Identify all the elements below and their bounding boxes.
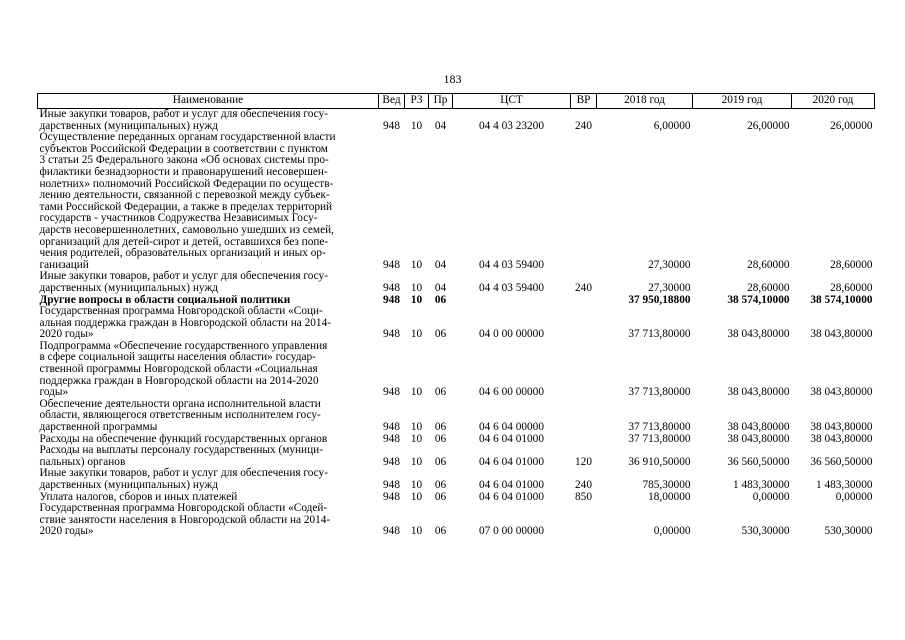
ved-cell: 948: [383, 386, 400, 399]
item-name-line: субъектов Российской Федерации в соответствии с пунктом: [39, 142, 328, 155]
item-name-line: тами Российской Федерации, а также в пределах территорий: [39, 200, 333, 213]
item-name-line: области, являющегося ответственным исполнителем госу-: [39, 409, 321, 422]
table-row: [38, 271, 875, 294]
rz-cell: 10: [410, 525, 423, 538]
rz-cell: 10: [410, 479, 423, 491]
column-header-2018: 2018 год: [597, 94, 693, 109]
item-name-line: Иные закупки товаров, работ и услуг для обеспечения госу-: [39, 270, 328, 283]
amount-2018-cell: 37 713,80000: [628, 328, 691, 341]
item-name-cell: [38, 468, 379, 491]
item-name-line: ствие занятости населения в Новгородской области на 2014-: [39, 513, 331, 526]
vr-cell: [571, 341, 597, 399]
rz-cell: 10: [410, 386, 423, 399]
pr-cell: 06: [434, 421, 447, 434]
table-row: [38, 503, 875, 538]
item-name-cell: [38, 132, 379, 271]
amount-2019-cell: 38 043,80000: [727, 328, 790, 341]
table-row: [38, 468, 875, 491]
amount-2020-cell: 28,60000: [830, 258, 873, 271]
amount-2019-cell: 38 574,10000: [727, 293, 790, 306]
pr-cell: 06: [434, 479, 447, 491]
cst-cell: 07 0 00 00000: [479, 525, 544, 538]
table-row: [38, 399, 875, 434]
pr-cell: 06: [434, 525, 447, 538]
amount-2020-cell: 38 043,80000: [810, 328, 873, 341]
ved-cell: 948: [383, 281, 400, 294]
amount-2020-cell: 0,00000: [835, 490, 873, 503]
vr-cell: [571, 306, 597, 341]
pr-cell: 04: [434, 281, 447, 294]
amount-2020-cell: 26,00000: [830, 119, 873, 132]
rz-cell: 10: [410, 281, 423, 294]
amount-2019-cell: 26,00000: [747, 119, 790, 132]
pr-cell: 06: [434, 432, 447, 445]
amount-2018-cell: 6,00000: [653, 119, 691, 132]
cst-cell: 04 6 04 01000: [479, 490, 544, 503]
table-row: [38, 341, 875, 399]
pr-cell: 04: [434, 119, 447, 132]
ved-cell: 948: [383, 455, 400, 468]
amount-2018-cell: 36 910,50000: [628, 455, 691, 468]
amount-2019-cell: 28,60000: [747, 281, 790, 294]
pr-cell: 04: [434, 258, 447, 271]
rz-cell: 10: [410, 328, 423, 341]
amount-2020-cell: 38 574,10000: [810, 293, 873, 306]
amount-2018-cell: 37 950,18800: [628, 293, 691, 306]
column-header-pr: Пр: [429, 94, 453, 109]
item-name-line: Иные закупки товаров, работ и услуг для обеспечения госу-: [39, 467, 328, 480]
amount-2018-cell: 0,00000: [653, 525, 691, 538]
amount-2018-cell: 27,30000: [648, 281, 691, 294]
ved-cell: 948: [383, 119, 400, 132]
item-name-cell: [38, 399, 379, 434]
column-header-2020: 2020 год: [792, 94, 875, 109]
ved-cell: 948: [383, 258, 400, 271]
item-name-cell: [38, 445, 379, 468]
table-row: [38, 132, 875, 271]
column-header-vr: ВР: [571, 94, 597, 109]
cst-cell: 04 4 03 59400: [479, 258, 544, 271]
amount-2020-cell: 38 043,80000: [810, 421, 873, 434]
ved-cell: 948: [383, 328, 400, 341]
ved-cell: 948: [383, 490, 400, 503]
item-name-line: Государственная программа Новгородской области «Содей-: [39, 502, 328, 515]
rz-cell: 10: [410, 490, 423, 503]
amount-2018-cell: 785,30000: [642, 479, 691, 491]
cst-cell: 04 6 04 01000: [479, 432, 544, 445]
rz-cell: 10: [410, 119, 423, 132]
amount-2018-cell: 18,00000: [648, 490, 691, 503]
vr-cell: 120: [575, 455, 592, 468]
vr-cell: [571, 434, 597, 446]
item-name-cell: [38, 271, 379, 294]
item-name-line: филактики безнадзорности и правонарушений несовершен-: [39, 165, 328, 178]
item-name-line: дарственных (муниципальных) нужд: [39, 479, 218, 491]
item-name-line: дарственных (муниципальных) нужд: [39, 281, 218, 294]
rz-cell: 10: [410, 293, 423, 306]
table-row: [38, 306, 875, 341]
cst-cell: 04 0 00 00000: [479, 328, 544, 341]
item-name-line: дарств несовершеннолетних, самовольно ушедших из семей,: [39, 223, 334, 236]
item-name-line: государств - участников Содружества Независимых Госу-: [39, 212, 318, 225]
amount-2020-cell: 38 043,80000: [810, 386, 873, 399]
amount-2020-cell: 1 483,30000: [816, 479, 873, 491]
item-name-line: в сфере социальной защиты населения области» государ-: [39, 351, 316, 364]
item-name-line: Расходы на обеспечение функций государственных органов: [39, 432, 328, 445]
cst-cell: 04 6 04 01000: [479, 479, 544, 491]
item-name-line: Обеспечение деятельности органа исполнительной власти: [39, 397, 321, 410]
item-name-line: Расходы на выплаты персоналу государственных (муници-: [39, 444, 323, 457]
rz-cell: 10: [410, 455, 423, 468]
amount-2020-cell: 28,60000: [830, 281, 873, 294]
pr-cell: 06: [434, 455, 447, 468]
column-header-name: Наименование: [38, 94, 379, 109]
pr-cell: 06: [434, 328, 447, 341]
amount-2018-cell: 37 713,80000: [628, 421, 691, 434]
table-body: [38, 109, 875, 538]
table-header-row: [38, 94, 875, 109]
amount-2019-cell: 36 560,50000: [727, 455, 790, 468]
amount-2019-cell: 28,60000: [747, 258, 790, 271]
item-name-line: Другие вопросы в области социальной политики: [39, 293, 291, 306]
rz-cell: 10: [410, 432, 423, 445]
item-name-line: 2020 годы»: [39, 328, 94, 341]
vr-cell: [571, 399, 597, 434]
cst-cell: 04 6 00 00000: [479, 386, 544, 399]
item-name-line: дарственных (муниципальных) нужд: [39, 119, 218, 132]
amount-2019-cell: 1 483,30000: [733, 479, 790, 491]
amount-2018-cell: 37 713,80000: [628, 432, 691, 445]
column-header-rz: РЗ: [405, 94, 429, 109]
item-name-cell: [38, 109, 379, 133]
item-name-line: дарственной программы: [39, 421, 158, 434]
item-name-line: ственной программы Новгородской области «Социальная: [39, 363, 318, 376]
item-name-line: альная поддержка граждан в Новгородской области на 2014-: [39, 316, 331, 329]
item-name-line: 3 статьи 25 Федерального закона «Об основах системы про-: [39, 154, 329, 167]
amount-2020-cell: 38 043,80000: [810, 432, 873, 445]
table-row: [38, 445, 875, 468]
column-header-2019: 2019 год: [693, 94, 792, 109]
item-name-line: годы»: [39, 386, 69, 399]
vr-cell: 240: [575, 119, 592, 132]
item-name-line: Осуществление переданных органам государственной власти: [39, 131, 336, 144]
pr-cell: 06: [434, 293, 447, 306]
cst-cell: [453, 295, 571, 307]
item-name-line: нолетних» полномочий Российской Федерации по осуществ-: [39, 177, 334, 190]
ved-cell: 948: [383, 293, 400, 306]
pr-cell: 06: [434, 490, 447, 503]
vr-cell: 240: [575, 281, 592, 294]
cst-cell: 04 6 04 00000: [479, 421, 544, 434]
column-header-cst: ЦСТ: [453, 94, 571, 109]
column-header-ved: Вед: [379, 94, 405, 109]
amount-2020-cell: 530,30000: [824, 525, 873, 538]
vr-cell: [571, 132, 597, 271]
amount-2018-cell: 27,30000: [648, 258, 691, 271]
item-name-cell: [38, 306, 379, 341]
ved-cell: 948: [383, 421, 400, 434]
budget-table: [37, 93, 875, 538]
item-name-line: пальных) органов: [39, 455, 126, 468]
item-name-line: ганизаций: [39, 258, 89, 271]
amount-2019-cell: 38 043,80000: [727, 386, 790, 399]
cst-cell: 04 6 04 01000: [479, 455, 544, 468]
amount-2018-cell: 37 713,80000: [628, 386, 691, 399]
ved-cell: 948: [383, 525, 400, 538]
amount-2019-cell: 38 043,80000: [727, 421, 790, 434]
table-row: [38, 109, 875, 133]
amount-2019-cell: 530,30000: [741, 525, 790, 538]
amount-2019-cell: 38 043,80000: [727, 432, 790, 445]
rz-cell: 10: [410, 258, 423, 271]
amount-2019-cell: 0,00000: [752, 490, 790, 503]
vr-cell: 850: [575, 490, 592, 503]
item-name-line: организаций для детей-сирот и детей, оставшихся без попе-: [39, 235, 329, 248]
pr-cell: 06: [434, 386, 447, 399]
item-name-line: Уплата налогов, сборов и иных платежей: [39, 490, 238, 503]
page-number: 183: [443, 72, 462, 86]
item-name-line: 2020 годы»: [39, 525, 94, 538]
ved-cell: 948: [383, 479, 400, 491]
cst-cell: 04 4 03 59400: [479, 281, 544, 294]
vr-cell: 240: [575, 479, 592, 491]
vr-cell: [571, 295, 597, 307]
item-name-cell: [38, 503, 379, 538]
item-name-line: лению деятельности, связанной с перевозкой между субъек-: [39, 189, 330, 202]
item-name-cell: [38, 341, 379, 399]
item-name-line: поддержка граждан в Новгородской области на 2014-2020: [39, 374, 319, 387]
item-name-line: Государственная программа Новгородской области «Соци-: [39, 305, 323, 318]
item-name-line: чения родителей, образовательных организаций и иных ор-: [39, 247, 326, 260]
rz-cell: 10: [410, 421, 423, 434]
item-name-line: Подпрограмма «Обеспечение государственного управления: [39, 339, 328, 352]
item-name-line: Иные закупки товаров, работ и услуг для обеспечения госу-: [39, 108, 328, 120]
vr-cell: [571, 503, 597, 538]
amount-2020-cell: 36 560,50000: [810, 455, 873, 468]
cst-cell: 04 4 03 23200: [479, 119, 544, 132]
ved-cell: 948: [383, 432, 400, 445]
